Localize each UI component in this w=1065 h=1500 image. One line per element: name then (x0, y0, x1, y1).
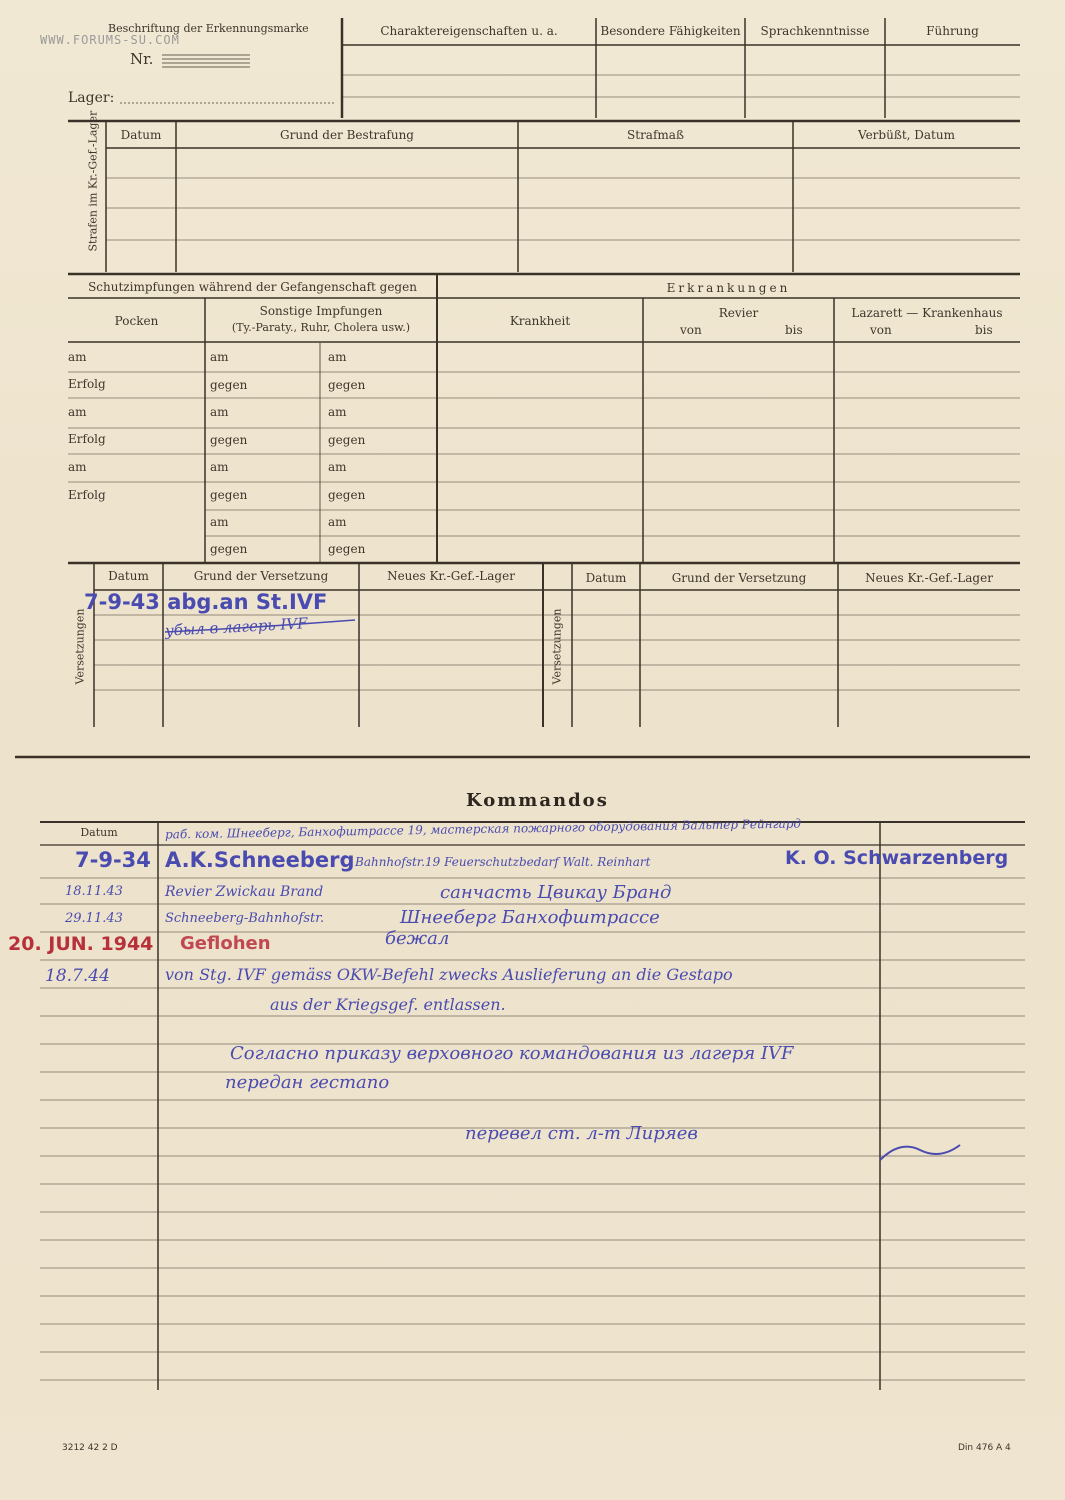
col-sonstige-sub: (Ty.-Paraty., Ruhr, Cholera usw.) (231, 321, 411, 334)
sonst-am-a2: am (210, 405, 229, 419)
sonst-gegen-a1: gegen (210, 378, 248, 392)
lazarett-bis: bis (975, 323, 993, 337)
sonst-am-b4: am (328, 515, 347, 529)
strafen-col-strafmass: Strafmaß (627, 128, 684, 142)
strafen-col-grund: Grund der Bestrafung (280, 128, 414, 142)
col-krankheit: Krankheit (509, 314, 571, 328)
revier-von: von (680, 323, 702, 337)
impfungen-title: Schutzimpfungen während der Gefangenschaft gegen (88, 280, 417, 294)
entry-4-note: бежал (385, 928, 450, 949)
vers-col-neues-right: Neues Kr.-Gef.-Lager (865, 571, 993, 585)
erkennungsmarke-label: Beschriftung der Erkennungsmarke (108, 22, 309, 35)
sonst-am-a4: am (210, 515, 229, 529)
entry-1-text: A.K.Schneeberg (165, 848, 355, 872)
nr-label: Nr. (130, 50, 154, 68)
sonst-gegen-b1: gegen (328, 378, 366, 392)
ru-line-1: Согласно приказу верховного командования из лагеря IVF (230, 1043, 794, 1064)
entry-5-date: 18.7.44 (45, 966, 110, 986)
entry-4-text-stamp: Geflohen (180, 933, 271, 954)
col-sprach: Sprachkenntnisse (760, 24, 870, 38)
entry-1-stamp2: K. O. Schwarzenberg (785, 847, 1009, 869)
erkrankungen-title: Erkrankungen (666, 281, 791, 295)
entry-2-date: 18.11.43 (65, 884, 123, 899)
col-faehigkeiten: Besondere Fähigkeiten (600, 24, 741, 38)
sonst-gegen-a4: gegen (210, 542, 248, 556)
watermark: WWW.FORUMS-SU.COM (40, 33, 180, 47)
translator-signature: перевел ст. л-т Лиряев (465, 1123, 698, 1144)
vers-col-grund-left: Grund der Versetzung (193, 569, 329, 583)
sonst-gegen-a2: gegen (210, 433, 248, 447)
kommandos-col-datum: Datum (80, 826, 118, 839)
entry-5-text: von Stg. IVF gemäss OKW-Befehl zwecks Auslieferung an die Gestapo (165, 965, 733, 984)
revier-bis: bis (785, 323, 803, 337)
vers-col-grund-right: Grund der Versetzung (671, 571, 807, 585)
pocken-erfolg-2: Erfolg (68, 432, 106, 446)
col-revier: Revier (718, 306, 759, 320)
sonst-gegen-b3: gegen (328, 488, 366, 502)
entry-4-date-stamp: 20. JUN. 1944 (8, 933, 154, 955)
col-lazarett: Lazarett — Krankenhaus (851, 306, 1003, 320)
strafen-col-verbuesst: Verbüßt, Datum (858, 128, 955, 142)
entry-3-note: Шнееберг Банхофштрассе (400, 907, 660, 928)
col-fuehrung: Führung (926, 24, 979, 38)
entry-2-note: санчасть Цвикау Бранд (440, 882, 672, 903)
pocken-am-1: am (68, 350, 87, 364)
versetzung-handwritten: убыл в лагерь IVF (164, 614, 308, 640)
sonst-gegen-a3: gegen (210, 488, 248, 502)
versetzungen-side-label-right: Versetzungen (550, 608, 564, 685)
vers-col-neues-left: Neues Kr.-Gef.-Lager (387, 569, 515, 583)
pocken-erfolg-3: Erfolg (68, 488, 106, 502)
pocken-am-2: am (68, 405, 87, 419)
footer-right: Din 476 A 4 (958, 1443, 1011, 1453)
sonst-am-b2: am (328, 405, 347, 419)
sonst-gegen-b4: gegen (328, 542, 366, 556)
strafen-col-datum: Datum (120, 128, 162, 142)
entry-1-note: Bahnhofstr.19 Feuerschutzbedarf Walt. Reinhart (355, 855, 651, 869)
sonst-am-b1: am (328, 350, 347, 364)
lazarett-von: von (870, 323, 892, 337)
entry-3-date: 29.11.43 (65, 911, 123, 926)
entry-2-text: Revier Zwickau Brand (165, 884, 324, 900)
entry-1-date: 7-9-34 (75, 848, 151, 872)
pocken-erfolg-1: Erfolg (68, 377, 106, 391)
vers-col-datum-left: Datum (108, 569, 149, 583)
col-charakter: Charaktereigenschaften u. a. (380, 24, 558, 38)
col-sonstige: Sonstige Impfungen (259, 304, 383, 318)
entry-5-text2: aus der Kriegsgef. entlassen. (270, 995, 506, 1014)
kommandos-title: Kommandos (466, 790, 609, 811)
lager-label: Lager: (68, 90, 115, 106)
entry-3-text: Schneeberg-Bahnhofstr. (165, 911, 325, 926)
strafen-side-label: Strafen im Kr.-Gef.-Lager (86, 110, 100, 252)
sonst-am-a3: am (210, 460, 229, 474)
kommandos-top-note: раб. ком. Шнееберг, Банхофштрассе 19, мастерская пожарного оборудования Вальтер Рейнгард (164, 816, 802, 842)
versetzungen-side-label-left: Versetzungen (73, 608, 87, 685)
sonst-am-a1: am (210, 350, 229, 364)
vers-col-datum-right: Datum (585, 571, 627, 585)
ru-line-2: передан гестапо (225, 1072, 390, 1093)
footer-left: 3212 42 2 D (62, 1443, 118, 1453)
sonst-am-b3: am (328, 460, 347, 474)
versetzung-stamp: 7-9-43 abg.an St.IVF (84, 590, 328, 614)
sonst-gegen-b2: gegen (328, 433, 366, 447)
pocken-am-3: am (68, 460, 87, 474)
col-pocken: Pocken (114, 314, 159, 328)
